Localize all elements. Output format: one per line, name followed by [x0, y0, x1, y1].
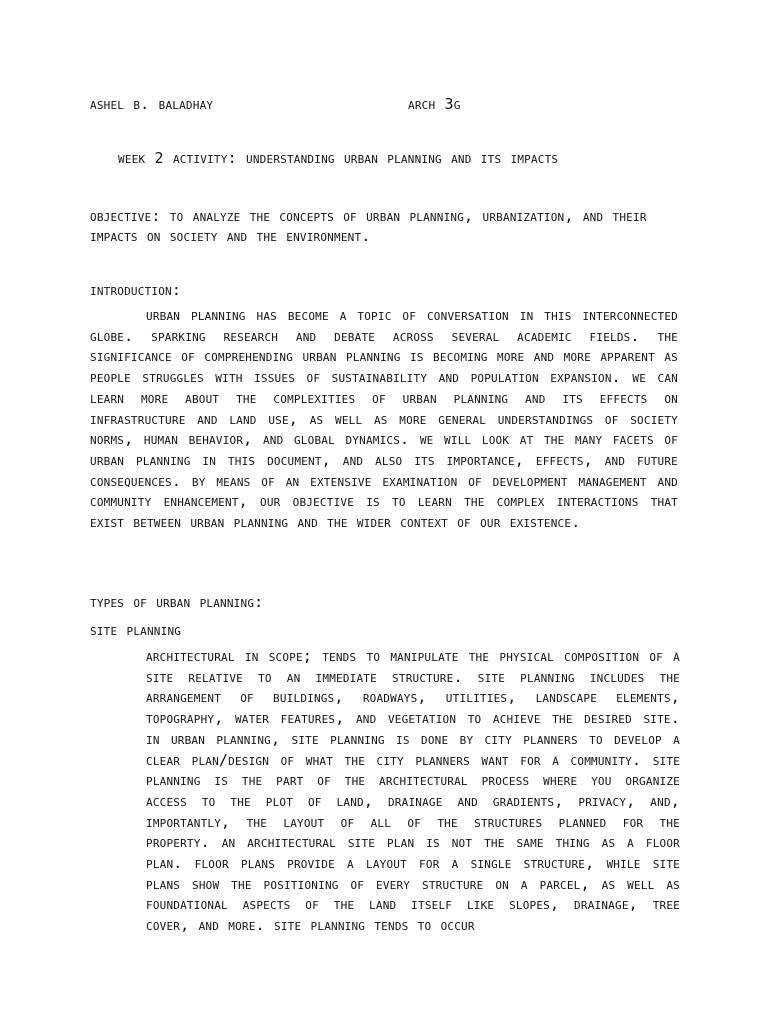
document-title: week 2 activity: understanding urban planning and its impacts [118, 149, 559, 167]
objective-text: objective: to analyze the concepts of urban planning, urbanization, and their impacts on society and the environment. [90, 207, 647, 245]
introduction-heading: introduction: [90, 281, 182, 299]
site-planning-paragraph: architectural in scope; tends to manipulate the physical composition of a site relative to an immediate structure. site planning includes the arrangement of buildings, roadways, utilities, landscape elements, topography, water features, and vegetation to achieve the desired site. in urban planning, site planning is done by city planners to develop a clear plan/design of what the city planners want for a community. site planning is the part of the architectural process where you organize access to the plot of land, drainage and gradients, privacy, and, importantly, the layout of all of the structures planned for the property. an architectural site plan is not the same thing as a floor plan. floor plans provide a layout for a single structure, while site plans show the positioning of every structure on a parcel, as well as foundational aspects of the land itself like slopes, drainage, tree cover, and more. site planning tends to occur [146, 647, 680, 935]
introduction-paragraph: urban planning has become a topic of conversation in this interconnected globe. sparking research and debate across several academic fields. the significance of comprehending urban planning is becoming more and more apparent as people struggles with issues of sustainability and population expansion. we can learn more about the complexities of urban planning and its effects on infrastructure and land use, as well as more general understandings of society norms, human behavior, and global dynamics. we will look at the many facets of urban planning in this document, and also its importance, effects, and future consequences. by means of an extensive examination of development management and community enhancement, our objective is to learn the complex interactions that exist between urban planning and the wider context of our existence. [90, 306, 678, 532]
types-heading: types of urban planning: [90, 593, 264, 611]
author-name: ashel b. baladhay [90, 95, 214, 113]
section-code: arch 3g [408, 95, 461, 113]
site-planning-heading: site planning [90, 621, 182, 639]
